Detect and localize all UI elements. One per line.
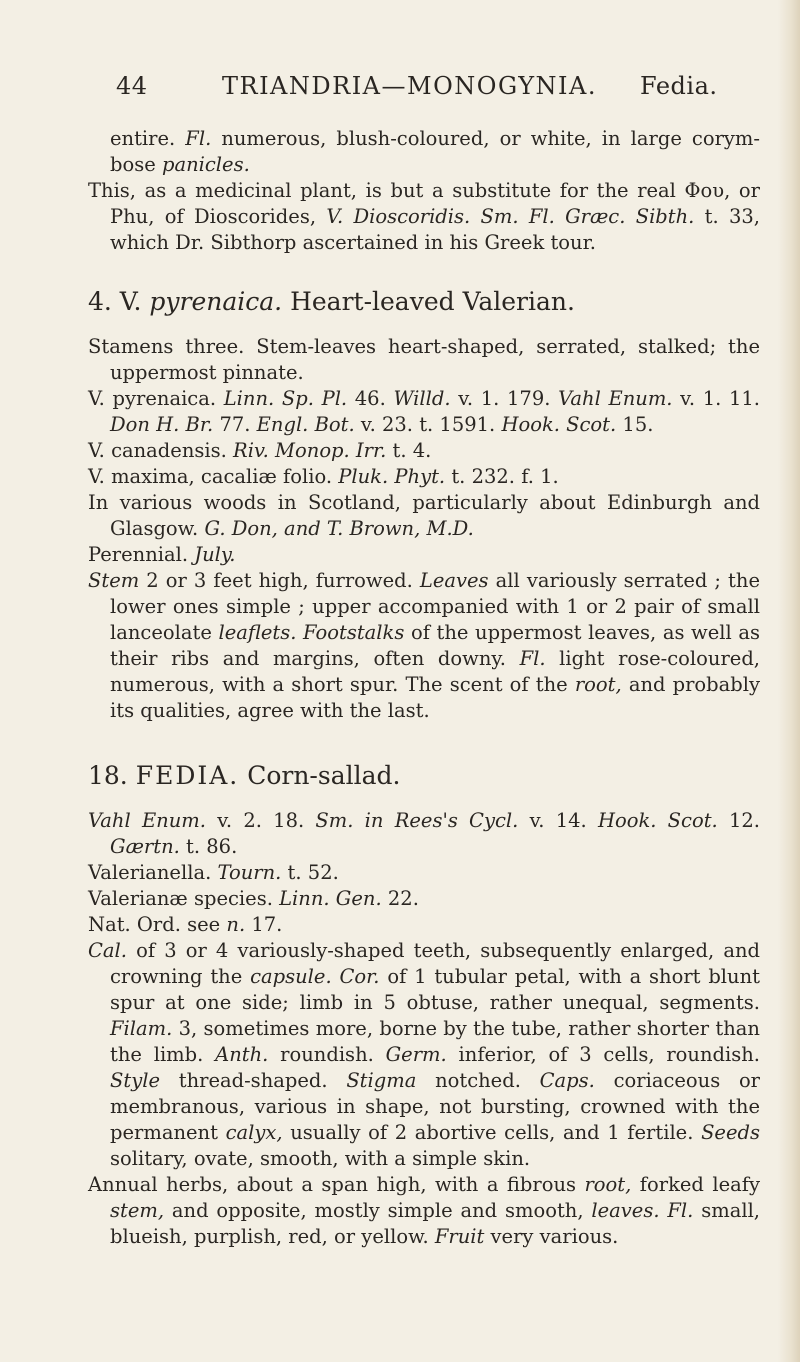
reference-entry: Vahl Enum. v. 2. 18. Sm. in Rees's Cycl. v. 14. Hook. Scot. 12. Gærtn. t. 86. [88,809,760,858]
species-heading-pyrenaica: 4. V. pyrenaica. Heart-leaved Valerian. [88,287,575,316]
page-number: 44 [116,72,148,100]
habitat-entry: In various woods in Scotland, particularly about Edinburgh and Glasgow. G. Don, and T. Brown, M.D. [88,491,760,540]
species-diagnosis: Stamens three. Stem-leaves heart-shaped, serrated, stalked; the uppermost pinnate. [88,335,760,384]
genus-heading-fedia: 18. FEDIA. Corn-sallad. [88,761,401,790]
running-head-title: TRIANDRIA—MONOGYNIA. [222,72,597,100]
paragraph-medicinal-note: This, as a medicinal plant, is but a substitute for the real Φου, or Phu, of Dioscorides, V. Dioscoridis. Sm. Fl. Græc. Sibth. t. 33, which Dr. Sibthorp ascertained in his Greek tour. [88,179,760,254]
reference-entry: Valerianæ species. Linn. Gen. 22. [88,887,419,910]
description-paragraph: Stem 2 or 3 feet high, furrowed. Leaves all variously serrated ; the lower ones simple ; upper accompanied with 1 or 2 pair of small lanceolate leaflets. Footstalks of the uppermost leaves, as well as their ribs and margins, often downy. Fl. light rose-coloured, numerous, with a short spur. The scent of the root, and probably its qualities, agree with the last. [88,569,761,722]
running-head [88,72,760,108]
duration-entry: Perennial. July. [88,543,236,566]
synonym-entry: V. pyrenaica. Linn. Sp. Pl. 46. Willd. v. 1. 179. Vahl Enum. v. 1. 11. Don H. Br. 77. Engl. Bot. v. 23. t. 1591. Hook. Scot. 15. [88,387,760,436]
synonym-entry: V. canadensis. Riv. Monop. Irr. t. 4. [88,439,432,462]
natural-order-entry: Nat. Ord. see n. 17. [88,913,283,936]
synonym-entry: V. maxima, cacaliæ folio. Pluk. Phyt. t. 232. f. 1. [88,465,559,488]
reference-entry: Valerianella. Tourn. t. 52. [88,861,339,884]
habit-description: Annual herbs, about a span high, with a fibrous root, forked leafy stem, and opposite, mostly simple and smooth, leaves. Fl. small, blueish, purplish, red, or yellow. Fruit very various. [88,1173,761,1248]
body-text [88,126,760,1250]
paragraph-continuation: entire. Fl. numerous, blush-coloured, or white, in large corym-bose panicles. [110,127,760,176]
running-head-genus: Fedia. [640,72,718,100]
page-edge-shadow [778,0,800,1362]
generic-character: Cal. of 3 or 4 variously-shaped teeth, subsequently enlarged, and crowning the capsule. Cor. of 1 tubular petal, with a short blunt spur at one side; limb in 5 obtuse, rather unequal, segments. Filam. 3, sometimes more, borne by the tube, rather shorter than the limb. Anth. roundish. Germ. inferior, of 3 cells, roundish. Style thread-shaped. Stigma notched. Caps. coriaceous or membranous, various in shape, not bursting, crowned with the permanent calyx, usually of 2 abortive cells, and 1 fertile. Seeds solitary, ovate, smooth, with a simple skin. [88,939,761,1170]
